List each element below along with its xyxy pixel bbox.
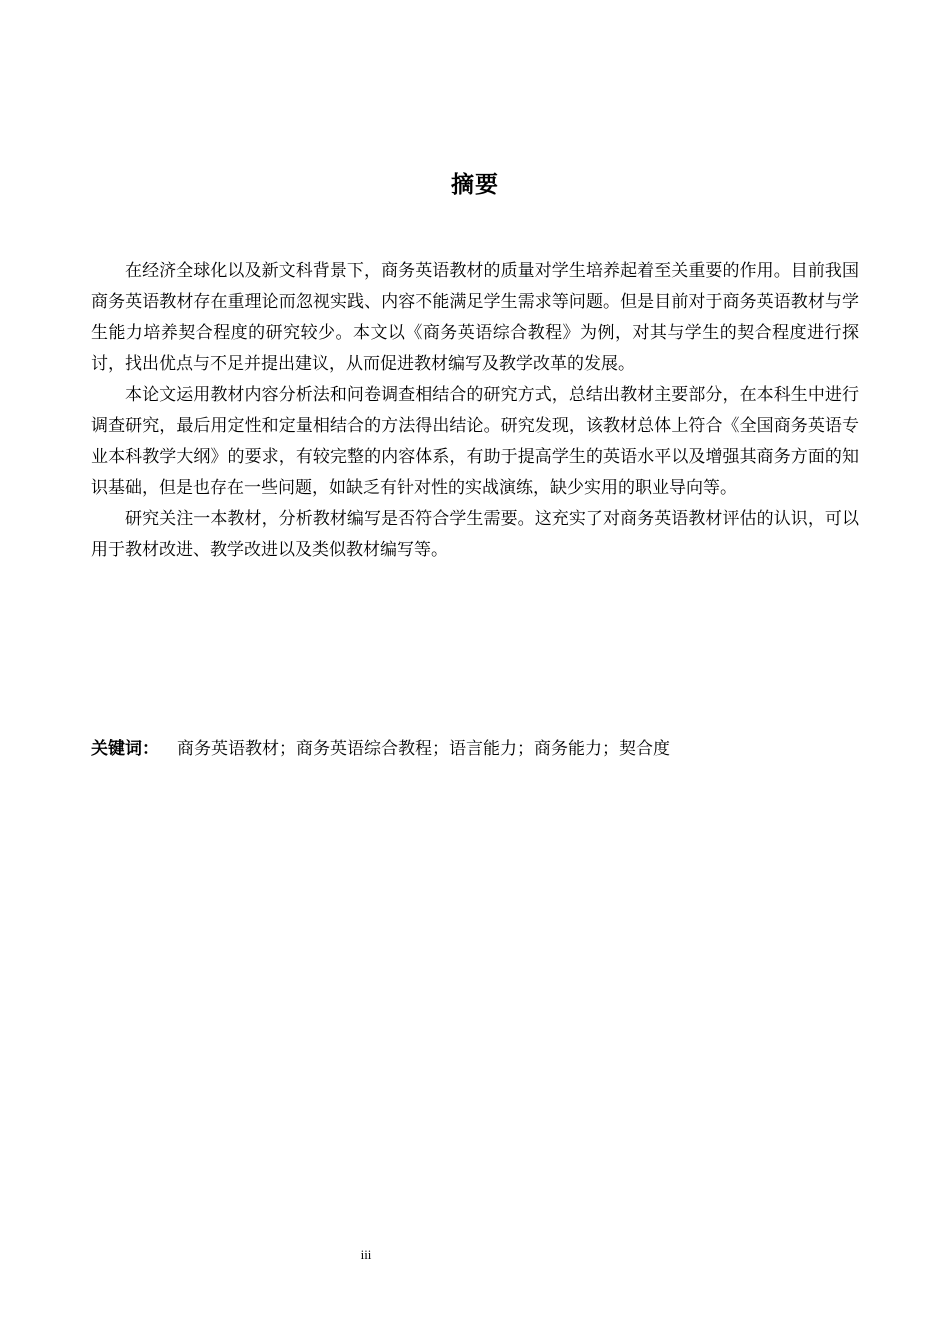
abstract-title: 摘要: [451, 172, 499, 198]
abstract-paragraph-2: 本论文运用教材内容分析法和问卷调查相结合的研究方式，总结出教材主要部分，在本科生中进行调查研究，最后用定性和定量相结合的方法得出结论。研究发现，该教材总体上符合《全国商务英语专业本科教学大纲》的要求，有较完整的内容体系，有助于提高学生的英语水平以及增强其商务方面的知识基础，但是也存在一些问题，如缺乏有针对性的实战演练，缺少实用的职业导向等。: [91, 385, 859, 498]
abstract-body: [91, 256, 859, 566]
keywords-line: [91, 735, 859, 763]
page-number: iii: [360, 1247, 372, 1262]
keywords-text: 商务英语教材；商务英语综合教程；语言能力；商务能力；契合度: [177, 739, 670, 759]
abstract-paragraph-3: 研究关注一本教材，分析教材编写是否符合学生需要。这充实了对商务英语教材评估的认识，可以用于教材改进、教学改进以及类似教材编写等。: [91, 509, 859, 560]
abstract-paragraph-1: 在经济全球化以及新文科背景下，商务英语教材的质量对学生培养起着至关重要的作用。目前我国商务英语教材存在重理论而忽视实践、内容不能满足学生需求等问题。但是目前对于商务英语教材与学生能力培养契合程度的研究较少。本文以《商务英语综合教程》为例，对其与学生的契合程度进行探讨，找出优点与不足并提出建议，从而促进教材编写及教学改革的发展。: [91, 261, 859, 374]
keywords-label: 关键词：: [91, 739, 159, 759]
